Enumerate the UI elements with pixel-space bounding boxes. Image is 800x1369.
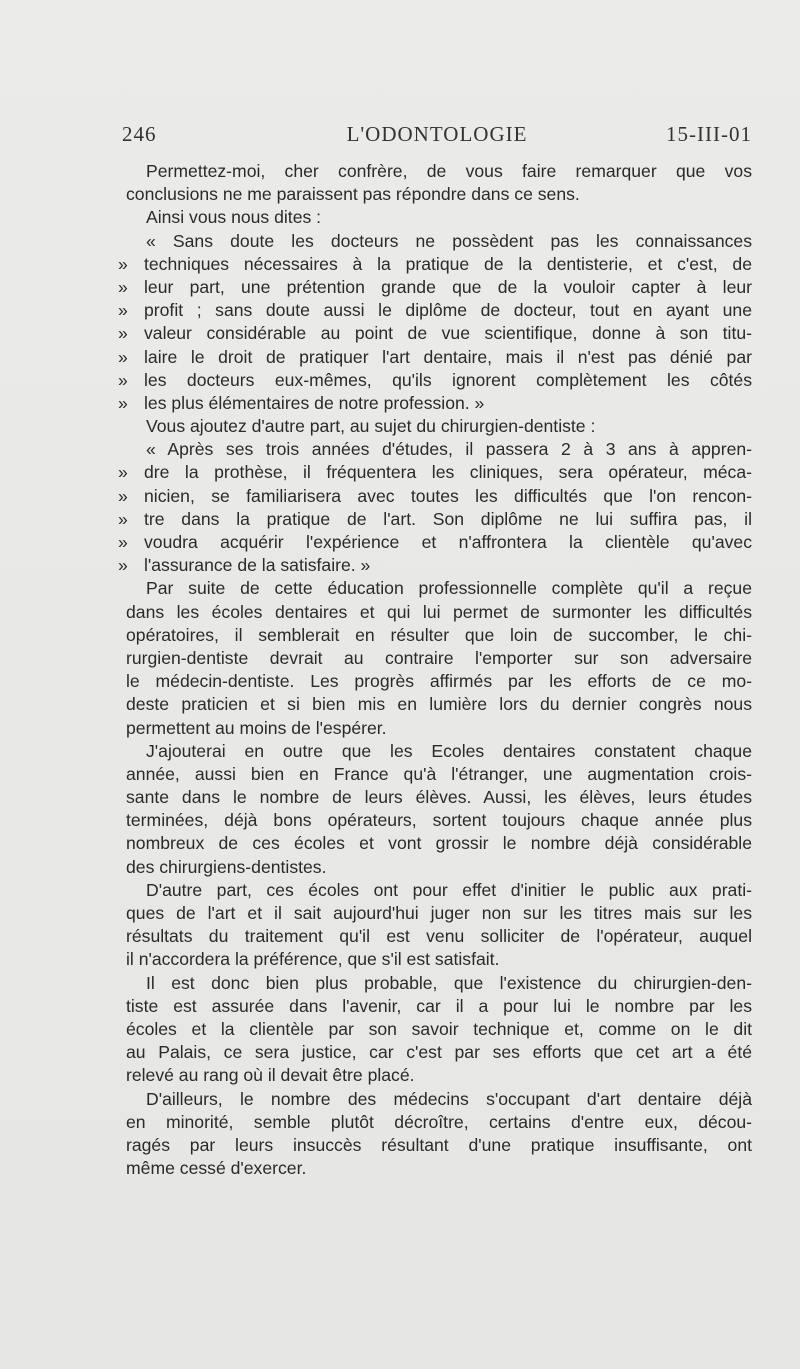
issue-date: 15-III-01	[666, 122, 752, 146]
text-line	[118, 276, 752, 299]
line-text: conclusions ne me paraissent pas répondre dans ce sens.	[126, 184, 580, 205]
journal-title: L'ODONTOLOGIE	[346, 122, 528, 146]
text-line	[126, 902, 752, 925]
line-text: Permettez-moi, cher confrère, de vous faire remarquer que vos	[146, 161, 752, 181]
line-text: Par suite de cette éducation professionnelle complète qu'il a reçue	[146, 578, 752, 599]
text-line	[126, 183, 752, 206]
line-text: l'assurance de la satisfaire. »	[144, 555, 371, 576]
text-line	[118, 485, 752, 508]
line-text: deste praticien et si bien mis en lumière lors du dernier congrès nous	[126, 694, 752, 715]
quote-continuation-mark: »	[118, 300, 128, 321]
line-text: Vous ajoutez d'autre part, au sujet du chirurgien-dentiste :	[146, 416, 596, 437]
line-text: écoles et la clientèle par son savoir technique et, comme on le dit	[126, 1018, 752, 1039]
line-text: D'ailleurs, le nombre des médecins s'occupant d'art dentaire déjà	[146, 1088, 752, 1109]
line-text: Ainsi vous nous dites :	[146, 207, 322, 228]
text-line	[118, 531, 752, 554]
line-text: sante dans le nombre de leurs élèves. Aussi, les élèves, leurs études	[126, 787, 752, 808]
line-text: nicien, se familiarisera avec toutes les difficultés que l'on rencon-	[144, 485, 752, 506]
text-line	[126, 809, 752, 832]
quote-continuation-mark: »	[118, 462, 128, 483]
text-line	[126, 763, 752, 786]
text-line	[126, 1157, 752, 1180]
line-text: le médecin-dentiste. Les progrès affirmés par les efforts de ce mo-	[126, 671, 752, 692]
line-text: il n'accordera la préférence, que s'il est satisfait.	[126, 949, 500, 970]
quote-continuation-mark: »	[118, 253, 128, 274]
text-line	[126, 1088, 752, 1111]
line-text: nombreux de ces écoles et vont grossir le nombre déjà considérable	[126, 833, 752, 854]
text-line	[126, 1041, 752, 1064]
line-text: dre la prothèse, il fréquentera les cliniques, sera opérateur, méca-	[144, 462, 752, 483]
quote-continuation-mark: »	[118, 555, 128, 576]
quote-continuation-mark: »	[118, 369, 128, 390]
line-text: les plus élémentaires de notre profession. »	[144, 392, 485, 413]
text-line	[126, 1064, 752, 1087]
quote-continuation-mark: »	[118, 392, 128, 413]
article-body	[118, 160, 752, 1180]
line-text: année, aussi bien en France qu'à l'étranger, une augmentation crois-	[126, 763, 752, 784]
text-line	[118, 322, 752, 345]
quote-continuation-mark: »	[118, 508, 128, 529]
text-line	[126, 948, 752, 971]
line-text: des chirurgiens-dentistes.	[126, 856, 327, 877]
quote-continuation-mark: »	[118, 485, 128, 506]
line-text: « Après ses trois années d'études, il passera 2 à 3 ans à appren-	[146, 439, 752, 460]
line-text: ques de l'art et il sait aujourd'hui juger non sur les titres mais sur les	[126, 903, 752, 923]
line-text: tre dans la pratique de l'art. Son diplôme ne lui suffira pas, il	[144, 508, 752, 529]
text-line	[126, 1111, 752, 1134]
text-line	[118, 369, 752, 392]
line-text: D'autre part, ces écoles ont pour effet d'initier le public aux prati-	[146, 879, 752, 900]
quote-continuation-mark: »	[118, 276, 128, 297]
line-text: les docteurs eux-mêmes, qu'ils ignorent complètement les côtés	[144, 369, 752, 390]
text-line	[126, 415, 752, 438]
page-number: 246	[122, 122, 157, 146]
text-line	[118, 508, 752, 531]
line-text: tiste est assurée dans l'avenir, car il a pour lui le nombre par les	[126, 995, 752, 1016]
text-line	[126, 670, 752, 693]
line-text: permettent au moins de l'espérer.	[126, 717, 387, 738]
line-text: rurgien-dentiste devrait au contraire l'emporter sur son adversaire	[126, 647, 752, 668]
text-line	[126, 693, 752, 716]
running-head	[122, 122, 752, 152]
text-line	[118, 346, 752, 369]
line-text: relevé au rang où il devait être placé.	[126, 1065, 415, 1086]
text-line	[118, 253, 752, 276]
text-line	[126, 1018, 752, 1041]
text-line	[126, 438, 752, 461]
text-line	[126, 879, 752, 902]
text-line	[126, 995, 752, 1018]
text-line	[126, 832, 752, 855]
text-line	[118, 392, 752, 415]
text-line	[126, 1134, 752, 1157]
line-text: valeur considérable au point de vue scientifique, donne à son titu-	[144, 323, 752, 344]
line-text: « Sans doute les docteurs ne possèdent pas les connaissances	[146, 230, 752, 251]
text-line	[126, 230, 752, 253]
line-text: résultats du traitement qu'il est venu solliciter de l'opérateur, auquel	[126, 926, 752, 947]
line-text: même cessé d'exercer.	[126, 1158, 307, 1179]
text-line	[126, 206, 752, 229]
text-line	[126, 740, 752, 763]
line-text: techniques nécessaires à la pratique de la dentisterie, et c'est, de	[144, 253, 752, 274]
text-line	[126, 624, 752, 647]
text-line	[126, 972, 752, 995]
text-line	[126, 601, 752, 624]
quote-continuation-mark: »	[118, 346, 128, 367]
text-line	[118, 299, 752, 322]
line-text: en minorité, semble plutôt décroître, certains d'entre eux, décou-	[126, 1111, 752, 1132]
line-text: leur part, une prétention grande que de la vouloir capter à leur	[144, 276, 752, 297]
text-line	[126, 160, 752, 183]
text-line	[126, 786, 752, 809]
text-line	[126, 717, 752, 740]
line-text: ragés par leurs insuccès résultant d'une pratique insuffisante, ont	[126, 1134, 752, 1155]
line-text: opératoires, il semblerait en résulter que loin de succomber, le chi-	[126, 624, 752, 645]
text-line	[118, 461, 752, 484]
quote-continuation-mark: »	[118, 323, 128, 344]
line-text: laire le droit de pratiquer l'art dentaire, mais il n'est pas dénié par	[144, 346, 752, 367]
line-text: terminées, déjà bons opérateurs, sortent toujours chaque année plus	[126, 810, 752, 831]
text-line	[126, 647, 752, 670]
line-text: J'ajouterai en outre que les Ecoles dentaires constatent chaque	[146, 740, 752, 761]
text-line	[126, 577, 752, 600]
line-text: voudra acquérir l'expérience et n'affrontera la clientèle qu'avec	[144, 532, 752, 552]
line-text: au Palais, ce sera justice, car c'est par ses efforts que cet art a été	[126, 1042, 752, 1063]
line-text: Il est donc bien plus probable, que l'existence du chirurgien-den-	[146, 972, 752, 993]
quote-continuation-mark: »	[118, 532, 128, 552]
line-text: dans les écoles dentaires et qui lui permet de surmonter les difficultés	[126, 601, 752, 622]
text-line	[126, 925, 752, 948]
text-line	[118, 554, 752, 577]
text-line	[126, 856, 752, 879]
line-text: profit ; sans doute aussi le diplôme de docteur, tout en ayant une	[144, 300, 752, 321]
